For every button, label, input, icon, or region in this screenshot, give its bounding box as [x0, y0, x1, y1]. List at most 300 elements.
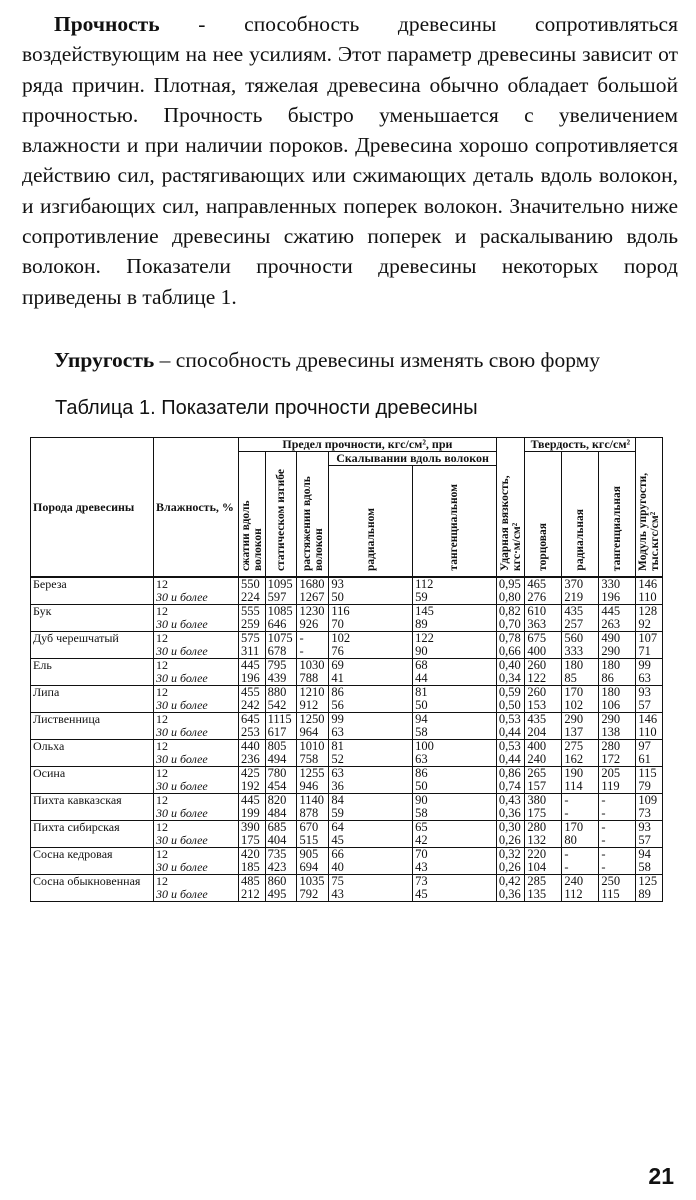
cell-value: 45	[331, 833, 344, 847]
tangential-cell	[413, 875, 497, 902]
humidity-cell	[154, 686, 239, 713]
h-tangential-cell	[599, 848, 636, 875]
cell-value: 61	[638, 752, 651, 766]
cell-value: 196	[241, 671, 260, 685]
bending-cell	[265, 577, 297, 605]
bending-cell	[265, 875, 297, 902]
impact-cell	[496, 848, 525, 875]
cell-value: 59	[331, 806, 344, 820]
h-tangential-cell	[599, 577, 636, 605]
cell-value: 275	[564, 739, 584, 753]
cell-value: 40	[331, 860, 344, 874]
cell-value: 445	[241, 658, 260, 672]
cell-value: 94	[638, 847, 651, 861]
radial-cell	[329, 632, 413, 659]
h-end-cell	[525, 767, 562, 794]
cell-value: 57	[638, 833, 651, 847]
cell-value: 555	[241, 604, 260, 618]
cell-value: 50	[331, 590, 344, 604]
paragraph-elasticity	[22, 345, 678, 375]
cell-value: 59	[415, 590, 428, 604]
cell-value: 0,78	[498, 631, 521, 645]
cell-value: -	[299, 631, 304, 645]
cell-value: 175	[527, 806, 547, 820]
humidity-value: 30 и более	[156, 833, 208, 847]
cell-value: 425	[241, 766, 260, 780]
impact-cell	[496, 794, 525, 821]
tangential-cell	[413, 821, 497, 848]
cell-value: 912	[299, 698, 319, 712]
tension-cell	[297, 632, 329, 659]
h-tangential-cell	[599, 686, 636, 713]
radial-cell	[329, 767, 413, 794]
cell-value: 84	[331, 793, 344, 807]
species-cell: Дуб черешчатый	[31, 632, 154, 659]
humidity-cell	[154, 794, 239, 821]
cell-value: 122	[415, 631, 434, 645]
humidity-cell	[154, 848, 239, 875]
compress-cell	[239, 659, 266, 686]
h-radial-cell	[562, 632, 599, 659]
compress-cell	[239, 686, 266, 713]
bending-cell	[265, 794, 297, 821]
cell-value: 157	[527, 779, 547, 793]
cell-value: 137	[564, 725, 584, 739]
cell-value: 109	[638, 793, 658, 807]
h-tangential-cell	[599, 659, 636, 686]
cell-value: -	[564, 793, 569, 807]
table-row	[31, 577, 663, 605]
cell-value: 45	[415, 887, 428, 901]
impact-cell	[496, 713, 525, 740]
compress-cell	[239, 605, 266, 632]
h-end-cell	[525, 848, 562, 875]
cell-value: 363	[527, 617, 547, 631]
cell-value: 73	[415, 874, 428, 888]
cell-value: 0,70	[498, 617, 521, 631]
table-row	[31, 875, 663, 902]
table-row	[31, 686, 663, 713]
cell-value: 93	[331, 577, 344, 591]
cell-value: 253	[241, 725, 260, 739]
tangential-cell	[413, 659, 497, 686]
modulus-cell	[636, 632, 663, 659]
cell-value: 42	[415, 833, 428, 847]
header-tension: растяжении вдоль волокон	[297, 452, 329, 578]
cell-value: 423	[267, 860, 287, 874]
cell-value: 400	[527, 644, 547, 658]
cell-value: 675	[527, 631, 547, 645]
h-radial-cell	[562, 767, 599, 794]
cell-value: 71	[638, 644, 651, 658]
cell-value: 1140	[299, 793, 324, 807]
tension-cell	[297, 767, 329, 794]
humidity-value: 12	[156, 658, 168, 672]
species-cell: Ольха	[31, 740, 154, 767]
cell-value: 56	[331, 698, 344, 712]
tangential-cell	[413, 794, 497, 821]
header-hardness-group: Твердость, кгс/см²	[525, 438, 636, 452]
cell-value: 63	[415, 752, 428, 766]
species-cell: Бук	[31, 605, 154, 632]
cell-value: 100	[415, 739, 434, 753]
cell-value: 1115	[267, 712, 292, 726]
cell-value: 135	[527, 887, 547, 901]
radial-cell	[329, 740, 413, 767]
cell-value: 119	[601, 779, 620, 793]
h-end-cell	[525, 875, 562, 902]
cell-value: 542	[267, 698, 287, 712]
cell-value: 515	[299, 833, 319, 847]
h-end-cell	[525, 740, 562, 767]
cell-value: 439	[267, 671, 287, 685]
cell-value: 1210	[299, 685, 325, 699]
cell-value: 240	[527, 752, 547, 766]
h-radial-cell	[562, 605, 599, 632]
bending-cell	[265, 686, 297, 713]
modulus-cell	[636, 794, 663, 821]
humidity-value: 30 и более	[156, 617, 208, 631]
cell-value: 94	[415, 712, 428, 726]
table-row	[31, 821, 663, 848]
radial-cell	[329, 875, 413, 902]
cell-value: 694	[299, 860, 319, 874]
species-cell: Сосна обыкновенная	[31, 875, 154, 902]
cell-value: 0,86	[498, 766, 521, 780]
humidity-value: 12	[156, 739, 168, 753]
cell-value: 204	[527, 725, 547, 739]
cell-value: 645	[241, 712, 260, 726]
cell-value: 196	[601, 590, 621, 604]
table-caption: Таблица 1. Показатели прочности древесины	[55, 397, 478, 419]
humidity-value: 30 и более	[156, 779, 208, 793]
cell-value: 0,82	[498, 604, 521, 618]
cell-value: 440	[241, 739, 260, 753]
cell-value: 1035	[299, 874, 325, 888]
cell-value: 170	[564, 685, 584, 699]
h-end-cell	[525, 659, 562, 686]
cell-value: 263	[601, 617, 621, 631]
cell-value: 175	[241, 833, 260, 847]
cell-value: 81	[415, 685, 428, 699]
humidity-cell	[154, 875, 239, 902]
bending-cell	[265, 659, 297, 686]
h-tangential-cell	[599, 740, 636, 767]
h-end-cell	[525, 577, 562, 605]
cell-value: 199	[241, 806, 260, 820]
cell-value: 110	[638, 725, 657, 739]
table-row	[31, 767, 663, 794]
cell-value: 260	[527, 658, 547, 672]
tension-cell	[297, 848, 329, 875]
cell-value: 780	[267, 766, 287, 780]
cell-value: 490	[601, 631, 621, 645]
modulus-cell	[636, 605, 663, 632]
cell-value: 370	[564, 577, 584, 591]
humidity-value: 30 и более	[156, 644, 208, 658]
cell-value: 128	[638, 604, 658, 618]
cell-value: 250	[601, 874, 621, 888]
modulus-cell	[636, 713, 663, 740]
species-cell: Ель	[31, 659, 154, 686]
cell-value: 285	[527, 874, 547, 888]
humidity-value: 12	[156, 712, 168, 726]
cell-value: 265	[527, 766, 547, 780]
h-end-cell	[525, 686, 562, 713]
humidity-value: 12	[156, 685, 168, 699]
humidity-value: 12	[156, 631, 168, 645]
cell-value: 1250	[299, 712, 325, 726]
strength-table	[30, 437, 663, 902]
cell-value: 257	[564, 617, 584, 631]
cell-value: 792	[299, 887, 319, 901]
header-split-tangential: тангенциальном	[413, 466, 497, 578]
h-end-cell	[525, 632, 562, 659]
cell-value: 0,66	[498, 644, 521, 658]
cell-value: 290	[564, 712, 584, 726]
cell-value: 192	[241, 779, 260, 793]
cell-value: 420	[241, 847, 260, 861]
cell-value: 106	[601, 698, 621, 712]
cell-value: -	[601, 820, 606, 834]
cell-value: 86	[601, 671, 614, 685]
cell-value: -	[564, 847, 569, 861]
modulus-cell	[636, 740, 663, 767]
cell-value: 610	[527, 604, 547, 618]
tension-cell	[297, 821, 329, 848]
cell-value: 878	[299, 806, 319, 820]
cell-value: 465	[527, 577, 547, 591]
cell-value: 43	[415, 860, 428, 874]
cell-value: 400	[527, 739, 547, 753]
cell-value: 435	[564, 604, 584, 618]
modulus-cell	[636, 767, 663, 794]
h-radial-cell	[562, 848, 599, 875]
cell-value: 112	[415, 577, 434, 591]
paragraph-strength	[22, 9, 678, 312]
cell-value: 259	[241, 617, 260, 631]
table-row	[31, 794, 663, 821]
bending-cell	[265, 767, 297, 794]
modulus-cell	[636, 659, 663, 686]
cell-value: 311	[241, 644, 260, 658]
cell-value: 93	[638, 820, 651, 834]
h-tangential-cell	[599, 713, 636, 740]
h-radial-cell	[562, 875, 599, 902]
cell-value: -	[601, 860, 606, 874]
cell-value: 162	[564, 752, 584, 766]
compress-cell	[239, 848, 266, 875]
species-cell: Пихта кавказская	[31, 794, 154, 821]
bending-cell	[265, 848, 297, 875]
humidity-value: 30 и более	[156, 725, 208, 739]
table-row	[31, 740, 663, 767]
cell-value: 330	[601, 577, 621, 591]
impact-cell	[496, 605, 525, 632]
cell-value: 79	[638, 779, 651, 793]
humidity-value: 30 и более	[156, 752, 208, 766]
cell-value: 1255	[299, 766, 325, 780]
cell-value: 36	[331, 779, 344, 793]
humidity-value: 30 и более	[156, 671, 208, 685]
cell-value: 240	[564, 874, 584, 888]
humidity-cell	[154, 767, 239, 794]
cell-value: 114	[564, 779, 583, 793]
cell-value: 190	[564, 766, 584, 780]
h-tangential-cell	[599, 632, 636, 659]
cell-value: 0,26	[498, 860, 521, 874]
species-cell: Пихта сибирская	[31, 821, 154, 848]
h-end-cell	[525, 794, 562, 821]
humidity-value: 12	[156, 604, 168, 618]
cell-value: -	[601, 806, 606, 820]
impact-cell	[496, 686, 525, 713]
tension-cell	[297, 875, 329, 902]
cell-value: 0,44	[498, 725, 521, 739]
term-elasticity: Упругость	[54, 348, 155, 372]
cell-value: 89	[638, 887, 651, 901]
cell-value: 445	[241, 793, 260, 807]
cell-value: 0,42	[498, 874, 521, 888]
species-cell: Осина	[31, 767, 154, 794]
cell-value: 63	[331, 725, 344, 739]
humidity-cell	[154, 632, 239, 659]
humidity-cell	[154, 740, 239, 767]
cell-value: 70	[415, 847, 428, 861]
h-tangential-cell	[599, 767, 636, 794]
paragraph-elasticity-body: – способность древесины изменять свою форму	[154, 348, 600, 372]
header-bending: статическом изгибе	[265, 452, 297, 578]
cell-value: 685	[267, 820, 287, 834]
compress-cell	[239, 740, 266, 767]
cell-value: 102	[564, 698, 584, 712]
cell-value: -	[564, 806, 569, 820]
cell-value: -	[564, 860, 569, 874]
bending-cell	[265, 821, 297, 848]
header-impact: Ударная вязкость, кгс·м/см²	[496, 438, 525, 578]
impact-cell	[496, 659, 525, 686]
cell-value: 122	[527, 671, 547, 685]
cell-value: 116	[331, 604, 350, 618]
cell-value: 92	[638, 617, 651, 631]
cell-value: 43	[331, 887, 344, 901]
cell-value: 65	[415, 820, 428, 834]
radial-cell	[329, 848, 413, 875]
cell-value: 788	[299, 671, 319, 685]
cell-value: 0,44	[498, 752, 521, 766]
bending-cell	[265, 632, 297, 659]
cell-value: 153	[527, 698, 547, 712]
cell-value: 75	[331, 874, 344, 888]
cell-value: 102	[331, 631, 351, 645]
h-radial-cell	[562, 821, 599, 848]
cell-value: 99	[638, 658, 651, 672]
cell-value: 964	[299, 725, 319, 739]
h-radial-cell	[562, 794, 599, 821]
h-end-cell	[525, 821, 562, 848]
cell-value: 926	[299, 617, 319, 631]
cell-value: 145	[415, 604, 434, 618]
cell-value: 50	[415, 698, 428, 712]
cell-value: 76	[331, 644, 344, 658]
header-split-radial: радиальном	[329, 466, 413, 578]
cell-value: 390	[241, 820, 260, 834]
compress-cell	[239, 875, 266, 902]
cell-value: 494	[267, 752, 287, 766]
h-radial-cell	[562, 740, 599, 767]
cell-value: 495	[267, 887, 287, 901]
humidity-value: 12	[156, 874, 168, 888]
cell-value: 58	[638, 860, 651, 874]
cell-value: 1085	[267, 604, 293, 618]
impact-cell	[496, 767, 525, 794]
cell-value: 0,43	[498, 793, 521, 807]
cell-value: 146	[638, 712, 658, 726]
tangential-cell	[413, 686, 497, 713]
tangential-cell	[413, 713, 497, 740]
cell-value: 280	[527, 820, 547, 834]
cell-value: 50	[415, 779, 428, 793]
cell-value: 185	[241, 860, 260, 874]
tension-cell	[297, 794, 329, 821]
cell-value: 66	[331, 847, 344, 861]
cell-value: -	[299, 644, 304, 658]
cell-value: 99	[331, 712, 344, 726]
tangential-cell	[413, 605, 497, 632]
h-tangential-cell	[599, 821, 636, 848]
cell-value: 81	[331, 739, 344, 753]
cell-value: 0,80	[498, 590, 521, 604]
radial-cell	[329, 577, 413, 605]
cell-value: 735	[267, 847, 287, 861]
tangential-cell	[413, 848, 497, 875]
cell-value: 646	[267, 617, 287, 631]
humidity-value: 30 и более	[156, 806, 208, 820]
cell-value: -	[601, 833, 606, 847]
cell-value: 89	[415, 617, 428, 631]
cell-value: 85	[564, 671, 577, 685]
compress-cell	[239, 632, 266, 659]
radial-cell	[329, 686, 413, 713]
cell-value: 560	[564, 631, 584, 645]
cell-value: 333	[564, 644, 584, 658]
impact-cell	[496, 821, 525, 848]
humidity-value: 12	[156, 766, 168, 780]
cell-value: 290	[601, 644, 621, 658]
cell-value: 44	[415, 671, 428, 685]
cell-value: 58	[415, 806, 428, 820]
cell-value: 485	[241, 874, 260, 888]
bending-cell	[265, 605, 297, 632]
modulus-cell	[636, 686, 663, 713]
cell-value: 0,30	[498, 820, 521, 834]
species-cell: Лиственница	[31, 713, 154, 740]
cell-value: 445	[601, 604, 621, 618]
cell-value: 68	[415, 658, 428, 672]
tension-cell	[297, 659, 329, 686]
h-tangential-cell	[599, 794, 636, 821]
cell-value: 597	[267, 590, 287, 604]
species-cell: Липа	[31, 686, 154, 713]
cell-value: 52	[331, 752, 344, 766]
tension-cell	[297, 577, 329, 605]
cell-value: 454	[267, 779, 287, 793]
cell-value: 180	[601, 685, 621, 699]
cell-value: 280	[601, 739, 621, 753]
cell-value: 57	[638, 698, 651, 712]
cell-value: 224	[241, 590, 260, 604]
header-strength-group: Предел прочности, кгс/см², при	[239, 438, 497, 452]
